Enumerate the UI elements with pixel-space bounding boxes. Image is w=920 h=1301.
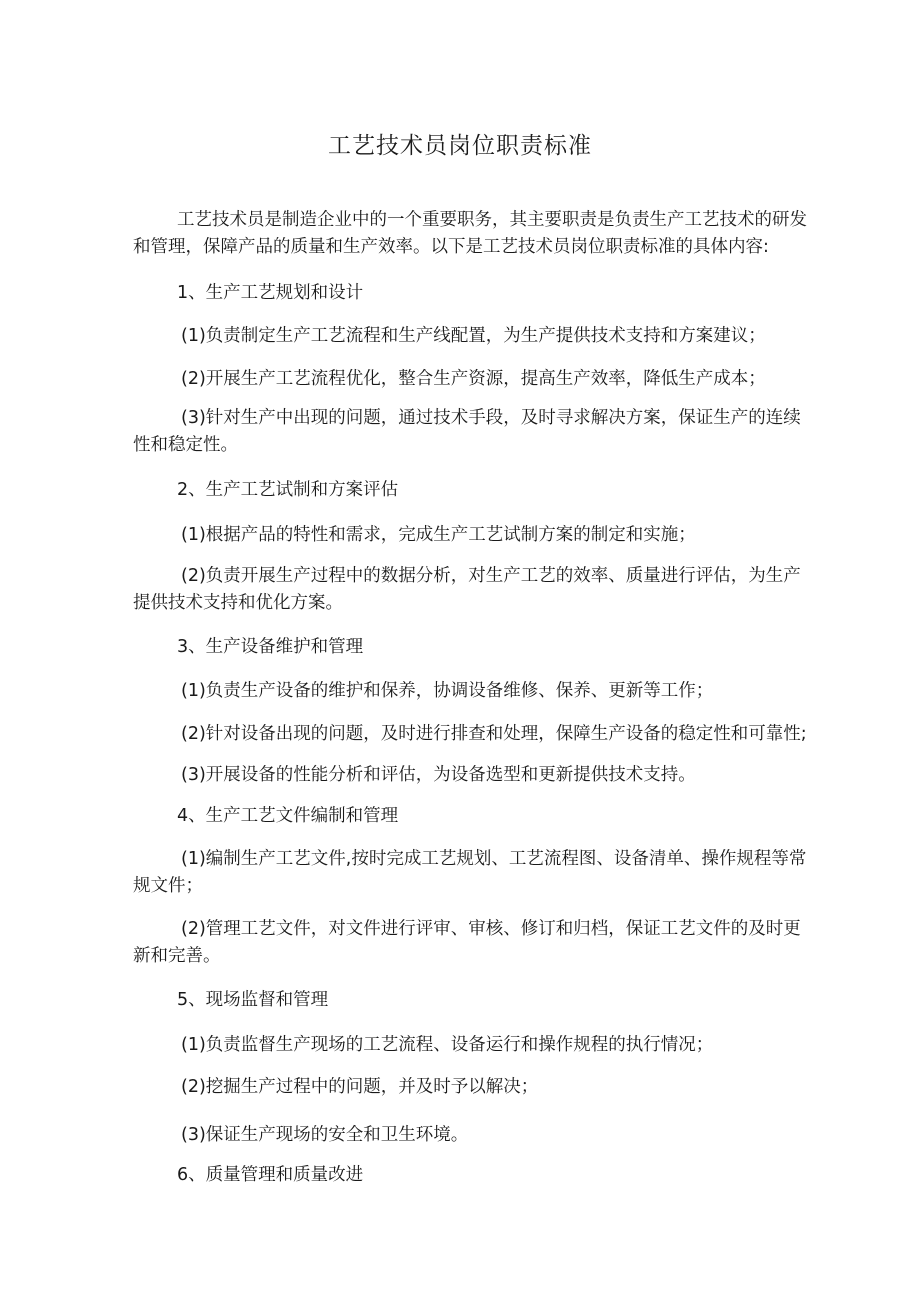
list-item: (2)挖掘生产过程中的问题，并及时予以解决； — [181, 1077, 539, 1097]
list-item: (1)负责监督生产现场的工艺流程、设备运行和操作规程的执行情况； — [181, 1035, 714, 1055]
list-item: (3)保证生产现场的安全和卫生环境。 — [181, 1125, 469, 1145]
section-heading: 4、生产工艺文件编制和管理 — [177, 806, 399, 826]
intro-paragraph — [133, 207, 807, 261]
paragraph-line: 规文件； — [133, 876, 203, 896]
paragraph-line: 提供技术支持和优化方案。 — [133, 593, 343, 613]
list-item: (1)负责制定生产工艺流程和生产线配置，为生产提供技术支持和方案建议； — [181, 326, 766, 346]
paragraph-line: (2)管理工艺文件，对文件进行评审、审核、修订和归档，保证工艺文件的及时更 — [181, 919, 801, 939]
paragraph-line: (3)针对生产中出现的问题，通过技术手段，及时寻求解决方案，保证生产的连续 — [181, 408, 801, 428]
list-item: (3)开展设备的性能分析和评估，为设备选型和更新提供技术支持。 — [181, 765, 696, 785]
paragraph-line: 性和稳定性。 — [133, 435, 238, 455]
list-item — [133, 846, 807, 900]
page-title: 工艺技术员岗位职责标准 — [328, 133, 592, 159]
list-item — [133, 916, 801, 970]
list-item: (2)开展生产工艺流程优化，整合生产资源，提高生产效率，降低生产成本； — [181, 369, 766, 389]
paragraph-line: (1)编制生产工艺文件,按时完成工艺规划、工艺流程图、设备清单、操作规程等常 — [181, 849, 807, 869]
list-item: (1)根据产品的特性和需求，完成生产工艺试制方案的制定和实施； — [181, 525, 696, 545]
list-item — [133, 563, 801, 617]
paragraph-line: 工艺技术员是制造企业中的一个重要职务，其主要职责是负责生产工艺技术的研发 — [177, 210, 807, 230]
section-heading: 6、质量管理和质量改进 — [177, 1165, 364, 1185]
paragraph-line: 新和完善。 — [133, 946, 221, 966]
paragraph-line: (2)负责开展生产过程中的数据分析，对生产工艺的效率、质量进行评估，为生产 — [181, 566, 801, 586]
section-heading: 2、生产工艺试制和方案评估 — [177, 480, 399, 500]
section-heading: 5、现场监督和管理 — [177, 990, 329, 1010]
list-item — [133, 405, 801, 459]
paragraph-line: 和管理，保障产品的质量和生产效率。以下是工艺技术员岗位职责标准的具体内容: — [133, 237, 769, 257]
list-item: (1)负责生产设备的维护和保养，协调设备维修、保养、更新等工作； — [181, 681, 714, 701]
section-heading: 1、生产工艺规划和设计 — [177, 283, 364, 303]
section-heading: 3、生产设备维护和管理 — [177, 637, 364, 657]
list-item: (2)针对设备出现的问题，及时进行排查和处理，保障生产设备的稳定性和可靠性; — [181, 724, 807, 744]
